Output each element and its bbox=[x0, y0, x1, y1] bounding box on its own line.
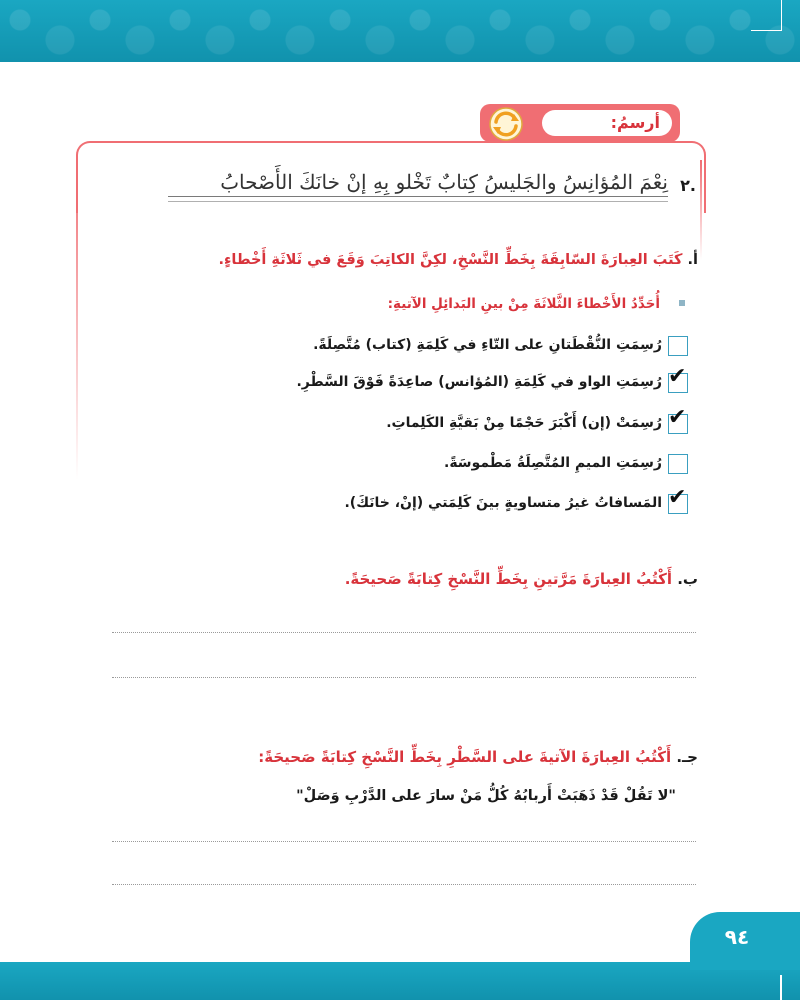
part-a-text: كَتَبَ العِبارَةَ السّابِقَةَ بِخَطِّ النَّسْخِ، لكِنَّ الكاتِبَ وَقَعَ في ثَلاثَةِ أَخْطاءٍ. bbox=[218, 252, 683, 268]
option-5-label: المَسافاتُ غيرُ متساويةٍ بينَ كَلِمَتي (إنْ، خانَكَ). bbox=[344, 495, 662, 511]
rotate-arrows-icon bbox=[488, 106, 524, 142]
option-4-checkbox[interactable] bbox=[668, 454, 688, 474]
part-a-instruction: أُحَدِّدُ الأَخْطاءَ الثَّلاثَةَ مِنْ بينِ البَدائِلِ الآتيةِ: bbox=[387, 296, 660, 312]
writing-line-1[interactable] bbox=[112, 632, 696, 633]
option-4-label: رُسِمَتِ الميمِ المُتَّصِلَةُ مَطْموسَةً. bbox=[444, 455, 662, 471]
part-b-prefix: ب. bbox=[677, 570, 698, 588]
banner-pattern bbox=[0, 0, 800, 62]
frame-left-edge bbox=[76, 160, 78, 480]
option-2-label: رُسِمَتِ الواو في كَلِمَةِ (المُؤانس) صاعِدَةً فَوْقَ السَّطْرِ. bbox=[296, 374, 662, 390]
option-1-checkbox[interactable] bbox=[668, 336, 688, 356]
option-3-checkbox[interactable] bbox=[668, 405, 688, 434]
part-j-prefix: جـ. bbox=[676, 748, 698, 766]
bottom-banner bbox=[0, 962, 800, 1000]
bottom-tick bbox=[780, 975, 782, 1000]
bullet-marker bbox=[679, 300, 685, 306]
part-b-text: أَكْتُبُ العِبارَةَ مَرَّتينِ بِخَطِّ النَّسْخِ كِتابَةً صَحيحَةً. bbox=[344, 570, 672, 588]
part-j-heading bbox=[258, 748, 698, 766]
option-5-checkbox[interactable] bbox=[668, 485, 688, 514]
checkmark-icon: ✔ bbox=[668, 364, 687, 389]
part-a-heading bbox=[218, 252, 698, 268]
writing-line-4[interactable] bbox=[112, 884, 696, 885]
calligraphy-sample bbox=[168, 170, 668, 204]
calligraphy-baseline-lower bbox=[168, 201, 668, 202]
section-header-label: أرسمُ: bbox=[610, 113, 660, 132]
option-3-label: رُسِمَتْ (إن) أَكْبَرَ حَجْمًا مِنْ بَقيَّةِ الكَلِماتِ. bbox=[386, 415, 662, 431]
checkmark-icon: ✔ bbox=[668, 485, 687, 510]
writing-line-3[interactable] bbox=[112, 841, 696, 842]
poetry-quote: "لا تَقُلْ قَدْ ذَهَبَتْ أَربابُهُ كُلُّ مَنْ سارَ على الدَّرْبِ وَصَلْ" bbox=[296, 788, 676, 804]
calligraphy-baseline bbox=[168, 196, 668, 197]
part-b-heading bbox=[345, 570, 698, 588]
checkmark-icon: ✔ bbox=[668, 405, 687, 430]
writing-line-2[interactable] bbox=[112, 677, 696, 678]
page-number: ٩٤ bbox=[724, 925, 750, 949]
frame-right-edge bbox=[700, 160, 702, 260]
option-1-label: رُسِمَتِ النُّقْطَتانِ على التّاءِ في كَلِمَةِ (كتاب) مُتَّصِلَةً. bbox=[313, 337, 662, 353]
question-number: .٢ bbox=[680, 176, 696, 195]
top-banner bbox=[0, 0, 800, 62]
part-j-text: أَكْتُبُ العِبارَةَ الآتيةَ على السَّطْرِ بِخَطِّ النَّسْخِ كِتابَةً صَحيحَةً: bbox=[258, 748, 672, 766]
option-2-checkbox[interactable] bbox=[668, 364, 688, 393]
part-a-prefix: أ. bbox=[687, 252, 698, 268]
corner-mark bbox=[751, 0, 782, 31]
calligraphy-text: نِعْمَ المُؤانِسُ والجَليسُ كِتابٌ تَخْلو بِهِ إنْ خانَكَ الأَصْحابُ bbox=[220, 170, 668, 194]
